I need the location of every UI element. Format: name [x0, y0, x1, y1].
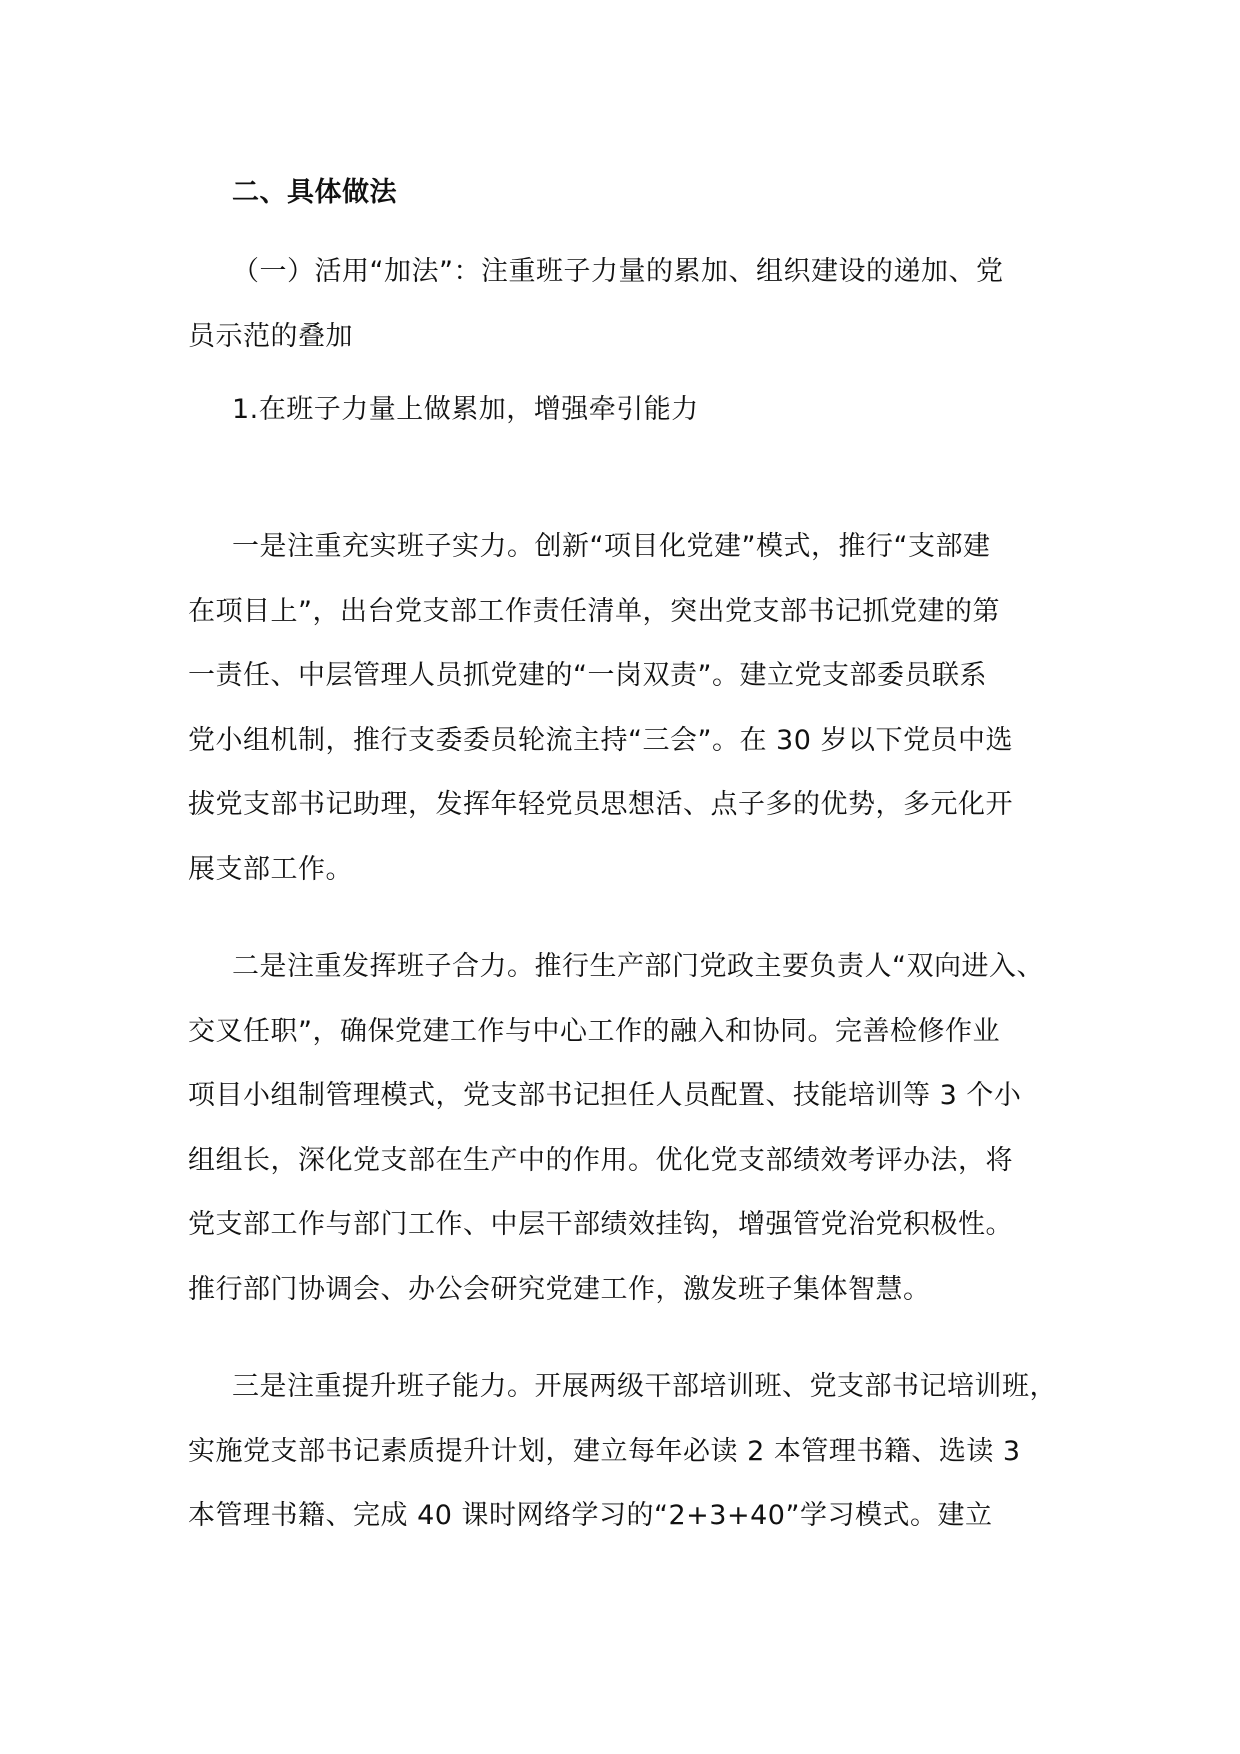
paragraph-line: 在项目上”，出台党支部工作责任清单，突出党支部书记抓党建的第: [188, 595, 1000, 627]
section-one-title-line: 员示范的叠加: [188, 320, 353, 352]
paragraph-line: 组组长，深化党支部在生产中的作用。优化党支部绩效考评办法，将: [188, 1144, 1013, 1176]
paragraph-line: 党支部工作与部门工作、中层干部绩效挂钩，增强管党治党积极性。: [188, 1209, 1013, 1240]
paragraph-line: 推行部门协调会、办公会研究党建工作，激发班子集体智慧。: [188, 1273, 931, 1305]
paragraph-line: 项目小组制管理模式，党支部书记担任人员配置、技能培训等 3 个小: [188, 1080, 1022, 1111]
paragraph-three: [188, 1355, 1064, 1549]
paragraph-line: 拔党支部书记助理，发挥年轻党员思想活、点子多的优势，多元化开: [188, 789, 1013, 820]
paragraph-line: 一是注重充实班子实力。创新“项目化党建”模式，推行“支部建: [232, 531, 991, 562]
paragraph-line: 展支部工作。: [188, 853, 353, 885]
subsection-one-title: [188, 378, 1064, 443]
paragraph-one: [188, 515, 1064, 902]
paragraph-line: 党小组机制，推行支委委员轮流主持“三会”。在 30 岁以下党员中选: [188, 724, 1013, 756]
paragraph-line: 一责任、中层管理人员抓党建的“一岗双责”。建立党支部委员联系: [188, 660, 987, 691]
paragraph-line: 实施党支部书记素质提升计划，建立每年必读 2 本管理书籍、选读 3: [188, 1435, 1021, 1467]
paragraph-line: 二是注重发挥班子合力。推行生产部门党政主要负责人“双向进入、: [232, 951, 1044, 982]
subsection-one-title-line: 1.在班子力量上做累加，增强牵引能力: [232, 394, 699, 425]
section-one-title: [188, 240, 1064, 369]
paragraph-two: [188, 935, 1064, 1322]
paragraph-line: 三是注重提升班子能力。开展两级干部培训班、党支部书记培训班，: [232, 1371, 1057, 1402]
section-heading: 二、具体做法: [232, 177, 397, 208]
paragraph-line: 交叉任职”，确保党建工作与中心工作的融入和协同。完善检修作业: [188, 1015, 1000, 1047]
section-one-title-line: （一）活用“加法”：注重班子力量的累加、组织建设的递加、党: [232, 256, 1004, 287]
paragraph-line: 本管理书籍、完成 40 课时网络学习的“2+3+40”学习模式。建立: [188, 1500, 993, 1531]
